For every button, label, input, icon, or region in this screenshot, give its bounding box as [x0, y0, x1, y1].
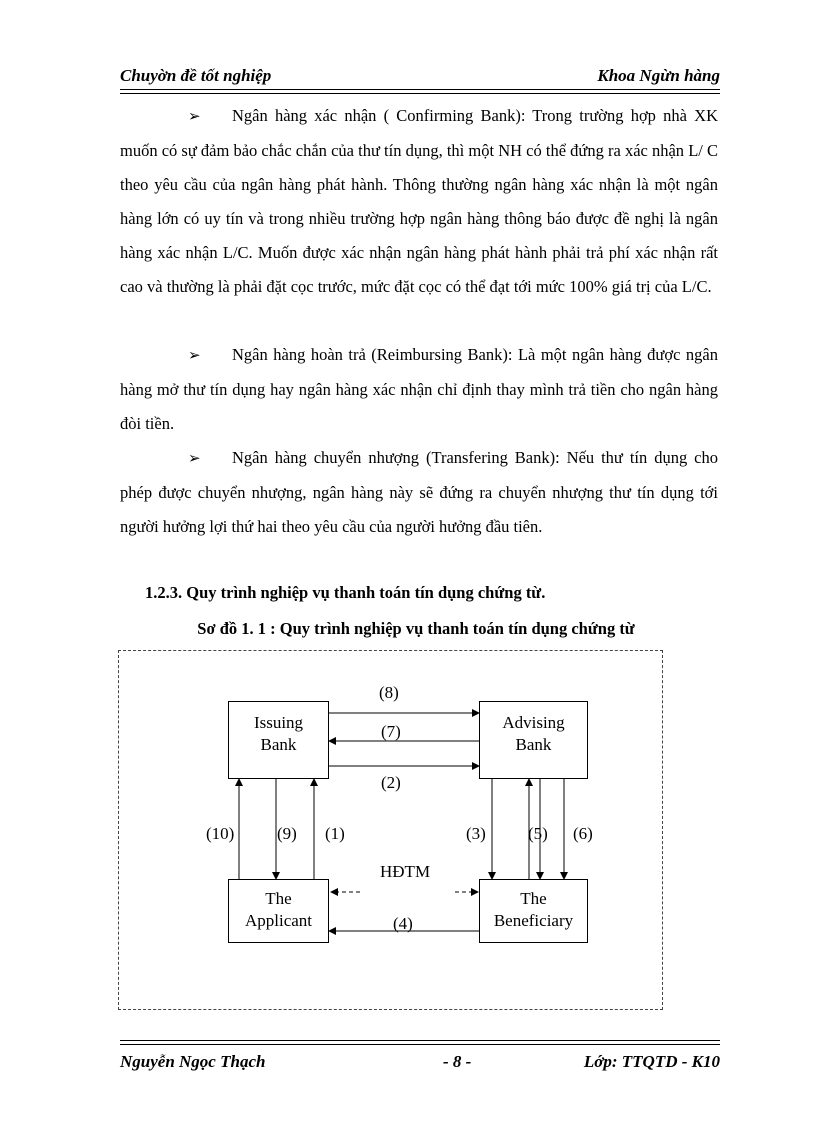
- step-label-4: (4): [393, 914, 413, 933]
- beneficiary-box: The Beneficiary: [479, 879, 588, 943]
- paragraph-text: Ngân hàng chuyển nhượng (Transfering Bank): Nếu thư tín dụng cho phép được chuyển nhượng, ngân hàng này sẽ đứng ra chuyển nhượng thư tín dụng tới người hưởng lợi thứ hai theo yêu cầu của người hưởng đầu tiên.: [120, 448, 718, 536]
- paragraph-reimbursing-bank: [120, 338, 718, 441]
- paragraph-confirming-bank: [120, 99, 718, 304]
- header-rule: [120, 89, 720, 94]
- diagram-caption: Sơ đồ 1. 1 : Quy trình nghiệp vụ thanh toán tín dụng chứng từ: [197, 619, 635, 638]
- step-label-8: (8): [379, 683, 399, 702]
- footer-class: Lớp: TTQTD - K10: [583, 1052, 720, 1071]
- paragraph-text: Ngân hàng xác nhận ( Confirming Bank): Trong trường hợp nhà XK muốn có sự đảm bảo chắc chắn của thư tín dụng, thì một NH có thể đứng ra xác nhận L/ C theo yêu cầu của ngân hàng phát hành. Thông thường ngân hàng xác nhận là một ngân hàng lớn có uy tín và trong nhiều trường hợp ngân hàng thông báo được đề nghị là ngân hàng xác nhận L/C. Muốn được xác nhận ngân hàng phát hành phải trả phí xác nhận rất cao và thường là phải đặt cọc trước, mức đặt cọc có thể đạt tới mức 100% giá trị của L/C.: [120, 106, 718, 296]
- step-label-6: (6): [573, 824, 593, 843]
- arrow-bullet-icon: ➢: [188, 451, 201, 467]
- section-heading: 1.2.3. Quy trình nghiệp vụ thanh toán tín dụng chứng từ.: [145, 583, 546, 602]
- header-title-left: Chuyờn đề tốt nghiệp: [120, 66, 272, 85]
- header-title-right: Khoa Ngừn hàng: [597, 66, 720, 85]
- contract-label: HĐTM: [380, 862, 431, 881]
- step-label-9: (9): [277, 824, 297, 843]
- paragraph-transfering-bank: [120, 441, 718, 544]
- issuing-bank-box: Issuing Bank: [228, 701, 329, 779]
- arrow-bullet-icon: ➢: [188, 109, 201, 125]
- footer-author: Nguyễn Ngọc Thạch: [120, 1052, 266, 1071]
- footer-rule: [120, 1040, 720, 1045]
- arrow-bullet-icon: ➢: [188, 348, 201, 364]
- step-label-10: (10): [206, 824, 235, 843]
- paragraph-text: Ngân hàng hoàn trả (Reimbursing Bank): Là một ngân hàng được ngân hàng mở thư tín dụng hay ngân hàng xác nhận chỉ định thay mình trả tiền cho ngân hàng đòi tiền.: [120, 345, 718, 433]
- step-label-5: (5): [528, 824, 548, 843]
- step-label-1: (1): [325, 824, 345, 843]
- step-label-2: (2): [381, 773, 401, 792]
- step-label-3: (3): [466, 824, 486, 843]
- applicant-box: The Applicant: [228, 879, 329, 943]
- page-header: [120, 64, 720, 88]
- advising-bank-box: Advising Bank: [479, 701, 588, 779]
- step-label-7: (7): [381, 722, 401, 741]
- footer-page-number: - 8 -: [443, 1052, 472, 1071]
